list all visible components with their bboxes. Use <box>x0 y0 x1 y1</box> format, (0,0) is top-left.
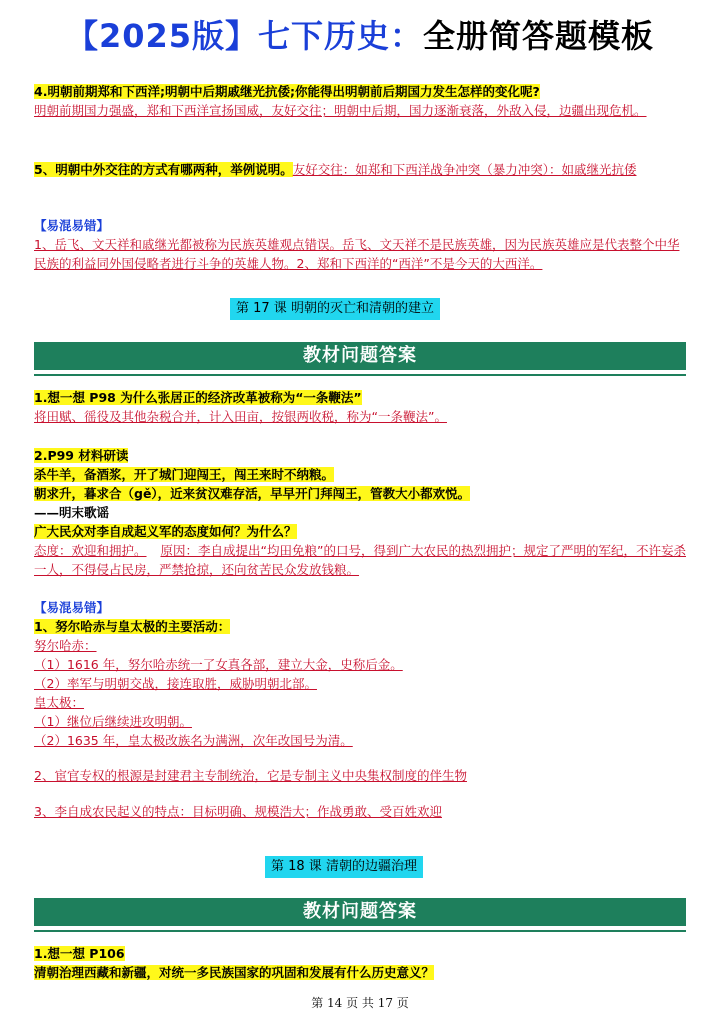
l17-a2-part2: 原因：李自成提出“均田免粮”的口号，得到广大农民的热烈拥护；规定了严明的军纪，不许妄杀一人，不得侵占民房，严禁抢掠，还向贫苦民众发放钱粮。 <box>34 543 686 577</box>
l18-q1-title: 1.想一想 P106 <box>34 946 125 961</box>
mix2-nurhaci-1: （1）1616 年，努尔哈赤统一了女真各部，建立大金，史称后金。 <box>34 657 403 672</box>
section-divider-1 <box>34 374 686 376</box>
mix-tag-2: 【易混易错】 <box>34 600 110 615</box>
l17-q2-line3: ——明末歌谣 <box>34 505 110 520</box>
page-title <box>0 14 720 58</box>
title-part1: 【2025版】七下历史： <box>65 17 424 55</box>
lesson17-question-2 <box>34 446 688 579</box>
mix-section-2 <box>34 598 688 750</box>
answer-4-text: 明朝前期国力强盛，郑和下西洋宣扬国威，友好交往；明朝中后期，国力逐渐衰落，外敌入侵，边疆出现危机。 <box>34 103 647 118</box>
l17-q1-text: 1.想一想 P98 为什么张居正的经济改革被称为“一条鞭法” <box>34 390 362 405</box>
title-part2: 全册简答题模板 <box>423 17 655 55</box>
l18-q1-text: 清朝治理西藏和新疆，对统一多民族国家的巩固和发展有什么历史意义？ <box>34 965 435 980</box>
question-5-text: 5、明朝中外交往的方式有哪两种，举例说明。 <box>34 162 293 177</box>
answer-5-text: 友好交往：如郑和下西洋战争冲突（暴力冲突）：如戚继光抗倭 <box>292 162 637 177</box>
mix2-nurhaci-2: （2）率军与明朝交战，接连取胜，威胁明朝北部。 <box>34 676 317 691</box>
mix-text-1: 1、岳飞、文天祥和戚继光都被称为民族英雄观点错误。岳飞、文天祥不是民族英雄，因为民族英雄应是代表整个中华民族的利益同外国侵略者进行斗争的英雄人物。2、郑和下西洋的“西洋”不是今天的大西洋。 <box>34 237 680 271</box>
mix2-point-2-text: 2、宦官专权的根源是封建君主专制统治，它是专制主义中央集权制度的伴生物 <box>34 768 467 783</box>
l17-q2-question: 广大民众对李自成起义军的态度如何？为什么？ <box>34 524 297 539</box>
mix2-point-3-text: 3、李自成农民起义的特点：目标明确、规模浩大；作战勇敢、受百姓欢迎 <box>34 804 442 819</box>
mix2-hongtaiji-head: 皇太极： <box>34 695 85 710</box>
section-divider-2 <box>34 930 686 932</box>
mix2-nurhaci-head: 努尔哈赤： <box>34 638 97 653</box>
mix-tag-1: 【易混易错】 <box>34 218 110 233</box>
mix2-point-3 <box>34 802 688 821</box>
l17-a2-part1: 态度：欢迎和拥护。 <box>34 543 147 558</box>
lesson18-question-1 <box>34 944 688 982</box>
section-bar-2: 教材问题答案 <box>34 898 686 926</box>
mix2-hongtaiji-2: （2）1635 年，皇太极改族名为满洲，次年改国号为清。 <box>34 733 353 748</box>
question-4-text: 4.明朝前期郑和下西洋;明朝中后期戚继光抗倭;你能得出明朝前后期国力发生怎样的变化呢? <box>34 84 540 99</box>
mix2-hongtaiji-1: （1）继位后继续进攻明朝。 <box>34 714 192 729</box>
section-bar-1: 教材问题答案 <box>34 342 686 370</box>
question-5 <box>34 160 688 179</box>
lesson-17-heading: 第 17 课 明朝的灭亡和清朝的建立 <box>230 298 440 320</box>
page-footer: 第 14 页 共 17 页 <box>311 996 409 1010</box>
l17-q2-line2: 朝求升，暮求合（gě），近来贫汉难存活，早早开门拜闯王，管教大小都欢悦。 <box>34 486 471 501</box>
lesson-18-heading: 第 18 课 清朝的边疆治理 <box>265 856 423 878</box>
question-4 <box>34 82 688 120</box>
l17-q2-title: 2.P99 材料研读 <box>34 448 129 463</box>
mix2-point-2 <box>34 766 688 785</box>
mix-section-1 <box>34 216 688 273</box>
l17-q2-line1: 杀牛羊，备酒浆，开了城门迎闯王，闯王来时不纳粮。 <box>34 467 335 482</box>
lesson17-question-1 <box>34 388 688 426</box>
mix2-q1: 1、努尔哈赤与皇太极的主要活动： <box>34 619 231 634</box>
l17-a1-text: 将田赋、徭役及其他杂税合并，计入田亩，按银两收税，称为“一条鞭法”。 <box>34 409 447 424</box>
